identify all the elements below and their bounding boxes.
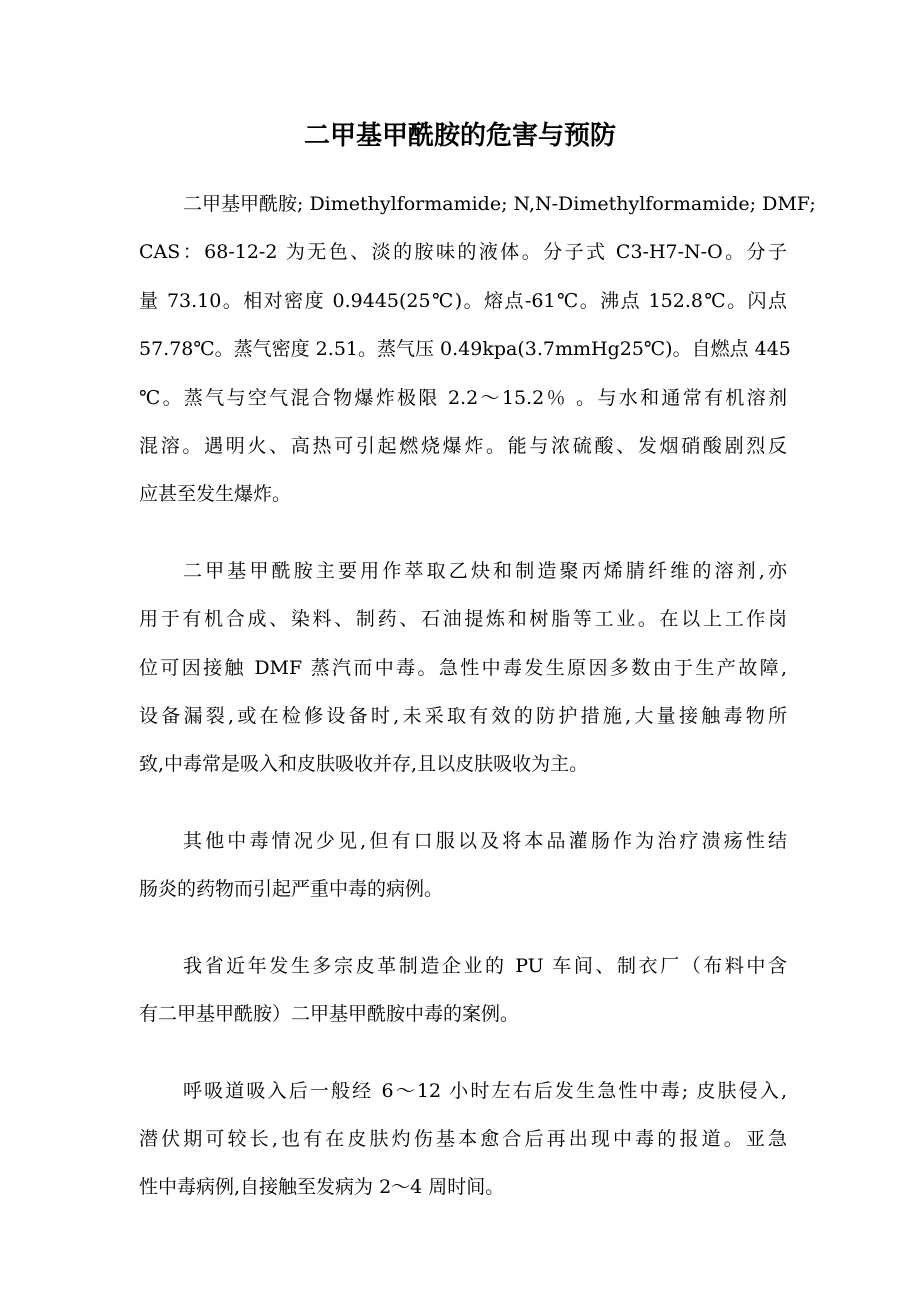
text-line: 有二甲基甲酰胺）二甲基甲酰胺中毒的案例。 [139,1003,520,1026]
paragraph-properties [139,180,816,519]
text-line: 其他中毒情况少见,但有口服以及将本品灌肠作为治疗溃疡性结 [183,829,787,852]
document-title: 二甲基甲酰胺的危害与预防 [303,121,616,151]
paragraph-local-cases [139,942,787,1039]
paragraph-onset [139,1067,787,1212]
text-line: 57.78℃。蒸气密度 2.51。蒸气压 0.49kpa(3.7mmHg25℃)。自燃点 445 [139,338,791,361]
text-line: ℃。蒸气与空气混合物爆炸极限 2.2～15.2％ 。与水和通常有机溶剂 [139,386,787,409]
text-line: 二甲基甲酰胺; Dimethylformamide; N,N-Dimethylformamide; DMF; [183,193,816,215]
paragraph-other-poisoning [139,817,787,914]
paragraph-uses [139,547,787,789]
text-line: 量 73.10。相对密度 0.9445(25℃)。熔点-61℃。沸点 152.8℃。闪点 [139,289,787,312]
text-line: 设备漏裂,或在检修设备时,未采取有效的防护措施,大量接触毒物所 [139,705,787,728]
text-line: 潜伏期可较长,也有在皮肤灼伤基本愈合后再出现中毒的报道。亚急 [139,1127,787,1150]
text-line: 性中毒病例,自接触至发病为 2～4 周时间。 [139,1176,505,1199]
text-line: 位可因接触 DMF 蒸汽而中毒。急性中毒发生原因多数由于生产故障, [139,656,787,679]
document-body [139,180,816,1240]
text-line: 肠炎的药物而引起严重中毒的病例。 [139,878,444,901]
text-line: 二甲基甲酰胺主要用作萃取乙炔和制造聚丙烯腈纤维的溶剂,亦 [183,559,787,582]
text-line: 用于有机合成、染料、制药、石油提炼和树脂等工业。在以上工作岗 [139,608,787,631]
text-line: 应甚至发生爆炸。 [139,483,292,506]
text-line: 我省近年发生多宗皮革制造企业的 PU 车间、制衣厂（布料中含 [183,954,787,977]
text-line: CAS：68-12-2 为无色、淡的胺味的液体。分子式 C3-H7-N-O。分子 [139,241,787,264]
text-line: 呼吸道吸入后一般经 6～12 小时左右后发生急性中毒; 皮肤侵入, [183,1079,787,1102]
text-line: 致,中毒常是吸入和皮肤吸收并存,且以皮肤吸收为主。 [139,753,589,776]
text-line: 混溶。遇明火、高热可引起燃烧爆炸。能与浓硫酸、发烟硝酸剧烈反 [139,435,787,458]
